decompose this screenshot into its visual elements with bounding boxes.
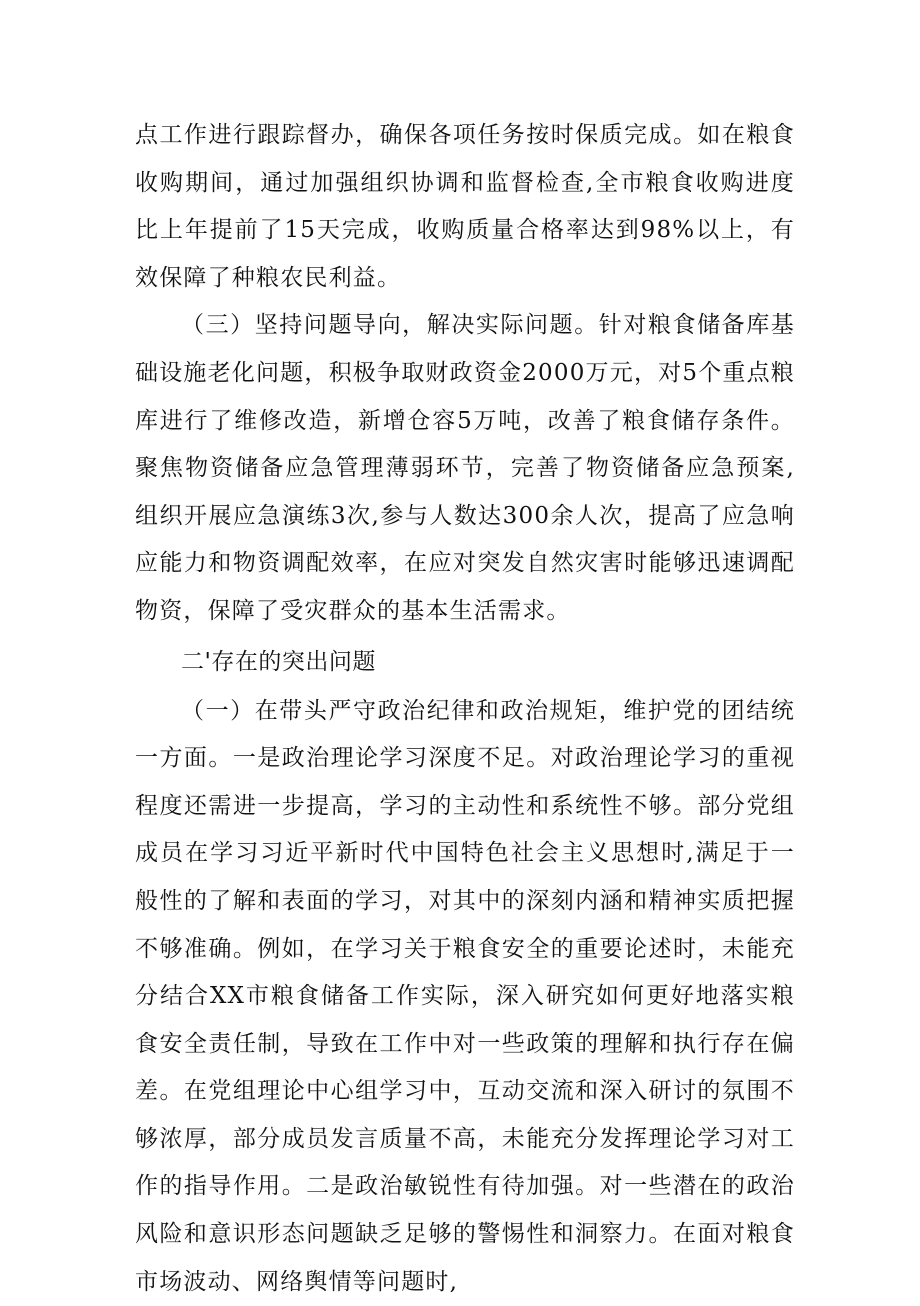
paragraph-continued: 点工作进行跟踪督办，确保各项任务按时保质完成。如在粮食收购期间，通过加强组织协调和监督检查,全市粮食收购进度比上年提前了15天完成，收购质量合格率达到98%以上，有效保障了种粮农民利益。	[135, 122, 795, 291]
document-body	[135, 112, 795, 1306]
paragraph-item-one: （一）在带头严守政治纪律和政治规矩，维护党的团结统一方面。一是政治理论学习深度不足。对政治理论学习的重视程度还需进一步提高，学习的主动性和系统性不够。部分党组成员在学习习近平新时代中国特色社会主义思想时,满足于一般性的了解和表面的学习，对其中的深刻内涵和精神实质把握不够准确。例如，在学习关于粮食安全的重要论述时，未能充分结合XX市粮食储备工作实际，深入研究如何更好地落实粮食安全责任制，导致在工作中对一些政策的理解和执行存在偏差。在党组理论中心组学习中，互动交流和深入研讨的氛围不够浓厚，部分成员发言质量不高，未能充分发挥理论学习对工作的指导作用。二是政治敏锐性有待加强。对一些潜在的政治风险和意识形态问题缺乏足够的警惕性和洞察力。在面对粮食市场波动、网络舆情等问题时,	[135, 697, 795, 1295]
paragraph-item-three: （三）坚持问题导向，解决实际问题。针对粮食储备库基础设施老化问题，积极争取财政资金2000万元，对5个重点粮库进行了维修改造，新增仓容5万吨，改善了粮食储存条件。聚焦物资储备应急管理薄弱环节，完善了物资储备应急预案,组织开展应急演练3次,参与人数达300余人次，提高了应急响应能力和物资调配效率，在应对突发自然灾害时能够迅速调配物资，保障了受灾群众的基本生活需求。	[135, 312, 795, 624]
section-heading: 二'存在的突出问题	[181, 648, 376, 675]
